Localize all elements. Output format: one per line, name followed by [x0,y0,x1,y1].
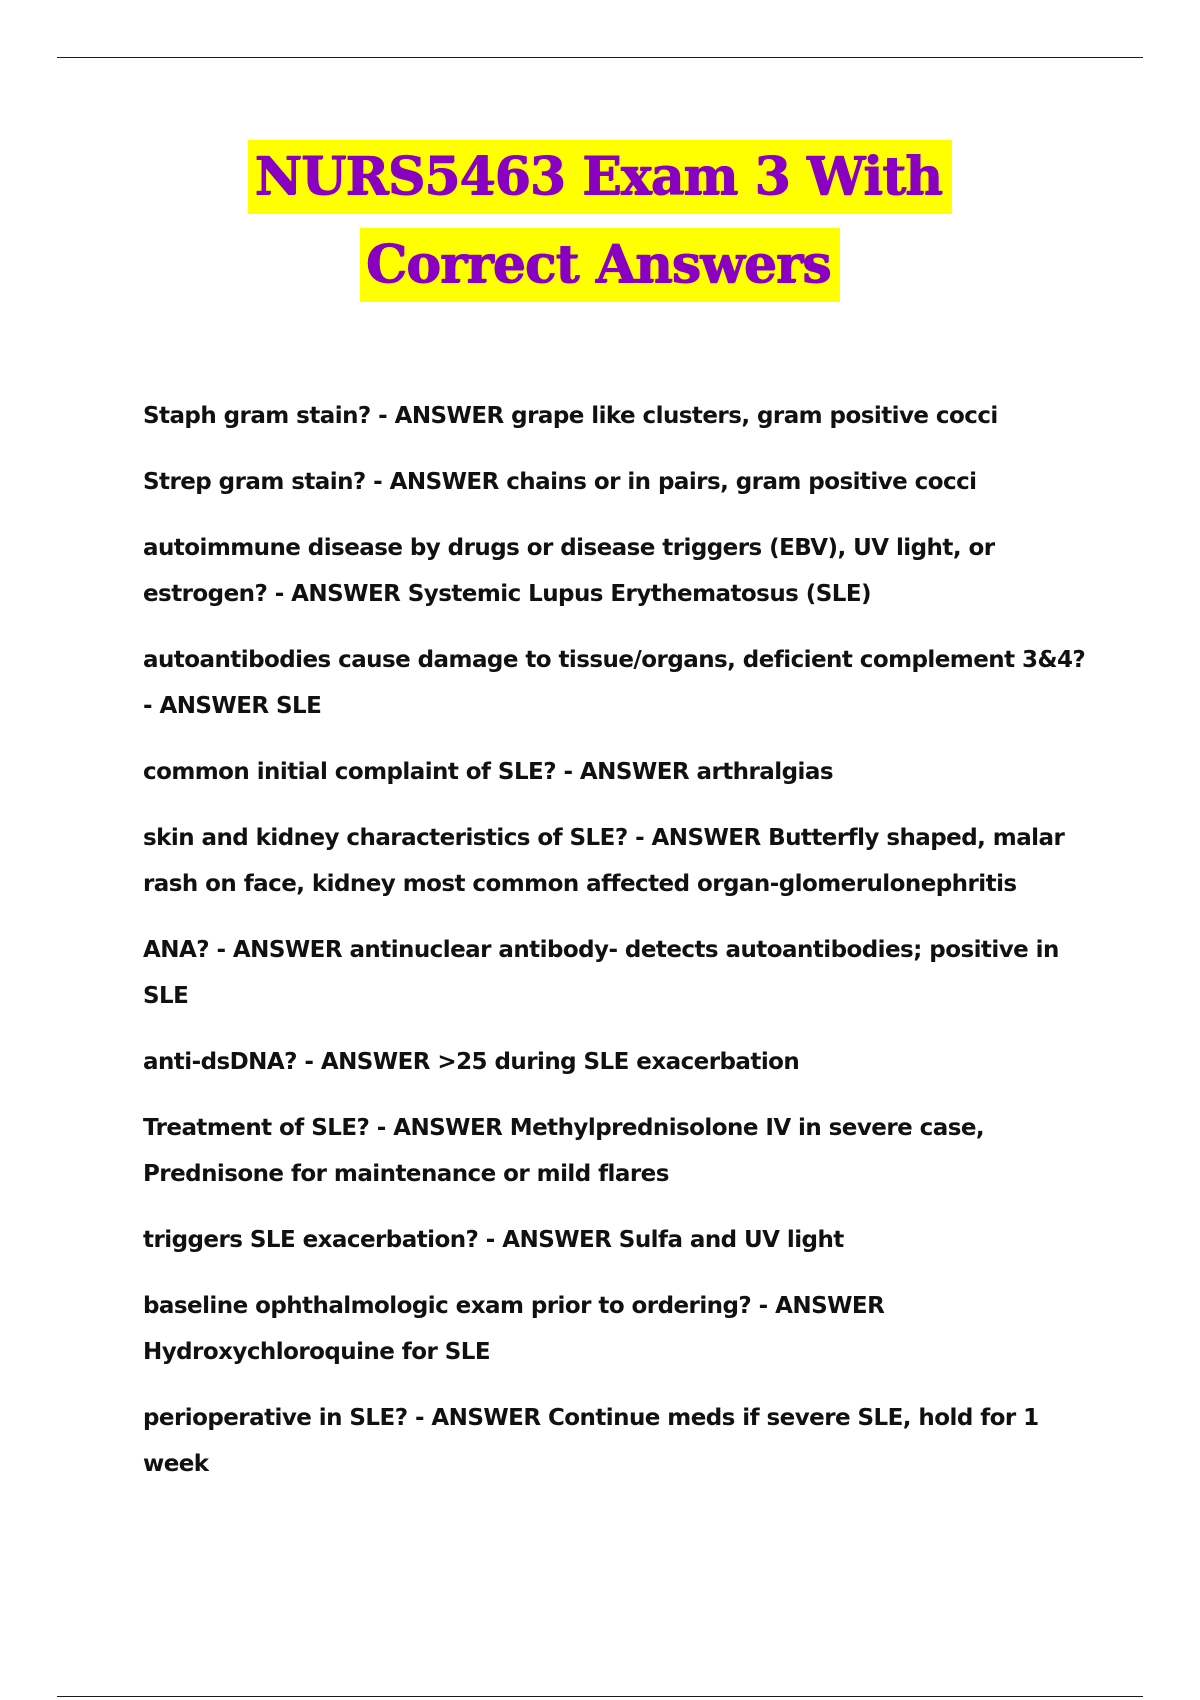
qa-list [143,393,1093,1507]
qa-item: triggers SLE exacerbation? - ANSWER Sulfa and UV light [143,1227,844,1253]
qa-item: Treatment of SLE? - ANSWER Methylprednisolone IV in severe case, Prednisone for maintenance or mild flares [143,1115,985,1187]
document-title [0,140,1200,302]
qa-item: autoimmune disease by drugs or disease triggers (EBV), UV light, or estrogen? - ANSWER Systemic Lupus Erythematosus (SLE) [143,535,995,607]
top-rule [57,57,1143,58]
qa-item: perioperative in SLE? - ANSWER Continue meds if severe SLE, hold for 1 week [143,1405,1039,1477]
qa-item: ANA? - ANSWER antinuclear antibody- detects autoantibodies; positive in SLE [143,937,1059,1009]
bottom-rule [57,1696,1143,1697]
qa-item: skin and kidney characteristics of SLE? - ANSWER Butterfly shaped, malar rash on face, kidney most common affected organ-glomerulonephritis [143,825,1065,897]
qa-item: autoantibodies cause damage to tissue/organs, deficient complement 3&4? - ANSWER SLE [143,647,1086,719]
title-line-2: Correct Answers [360,228,841,302]
qa-item: baseline ophthalmologic exam prior to ordering? - ANSWER Hydroxychloroquine for SLE [143,1293,885,1365]
title-line-1: NURS5463 Exam 3 With [248,140,951,214]
qa-item: Strep gram stain? - ANSWER chains or in pairs, gram positive cocci [143,469,977,495]
qa-item: Staph gram stain? - ANSWER grape like clusters, gram positive cocci [143,403,998,429]
qa-item: anti-dsDNA? - ANSWER >25 during SLE exacerbation [143,1049,800,1075]
qa-item: common initial complaint of SLE? - ANSWER arthralgias [143,759,833,785]
